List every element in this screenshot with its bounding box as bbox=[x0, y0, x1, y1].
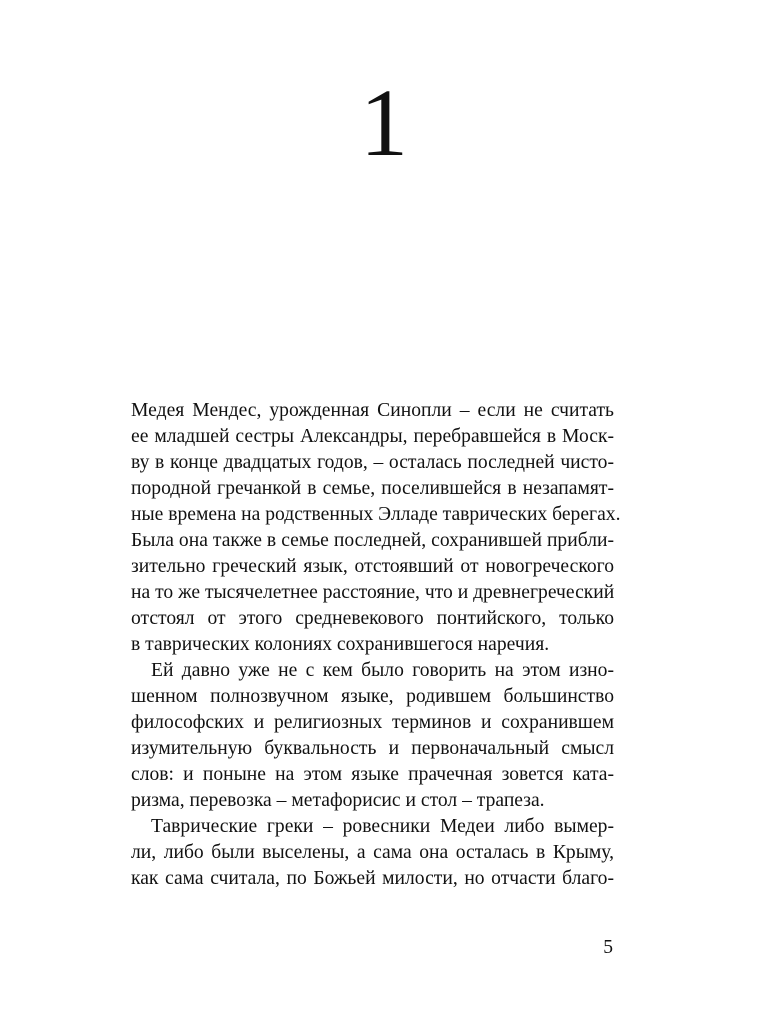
body-text bbox=[131, 398, 621, 892]
paragraph-1 bbox=[131, 398, 621, 658]
text-line: на то же тысячелетнее расстояние, что и древнегреческий bbox=[131, 582, 615, 603]
page-number: 5 bbox=[603, 937, 613, 958]
text-line: ризма, перевозка – метафорисис и стол – трапеза. bbox=[131, 790, 545, 811]
text-line: как сама считала, по Божьей милости, но отчасти благо- bbox=[131, 868, 614, 889]
text-line: ее младшей сестры Александры, перебравшейся в Моск- bbox=[131, 426, 614, 447]
text-line: зительно греческий язык, отстоявший от новогреческого bbox=[131, 556, 614, 577]
paragraph-3 bbox=[131, 814, 614, 892]
text-line: ву в конце двадцатых годов, – осталась последней чисто- bbox=[131, 452, 614, 473]
text-line: шенном полнозвучном языке, родившем большинство bbox=[131, 686, 614, 707]
text-line: в таврических колониях сохранившегося наречия. bbox=[131, 634, 550, 655]
paragraph-2 bbox=[131, 658, 614, 814]
text-line: ли, либо были выселены, а сама она осталась в Крыму, bbox=[131, 842, 614, 863]
text-line: слов: и поныне на этом языке прачечная зовется ката- bbox=[131, 764, 614, 785]
text-line: породной гречанкой в семье, поселившейся в незапамят- bbox=[131, 478, 614, 499]
text-line: Была она также в семье последней, сохранившей прибли- bbox=[131, 530, 614, 551]
text-line: изумительную буквальность и первоначальный смысл bbox=[131, 738, 614, 759]
chapter-number: 1 bbox=[360, 69, 408, 176]
text-line: Таврические греки – ровесники Медеи либо вымер- bbox=[151, 816, 614, 837]
text-line: отстоял от этого средневекового понтийского, только bbox=[131, 608, 614, 629]
text-line: ные времена на родственных Элладе таврических берегах. bbox=[131, 504, 621, 525]
text-line: Медея Мендес, урожденная Синопли – если не считать bbox=[131, 400, 614, 421]
text-line: философских и религиозных терминов и сохранившем bbox=[131, 712, 614, 733]
text-line: Ей давно уже не с кем было говорить на этом изно- bbox=[151, 660, 614, 681]
